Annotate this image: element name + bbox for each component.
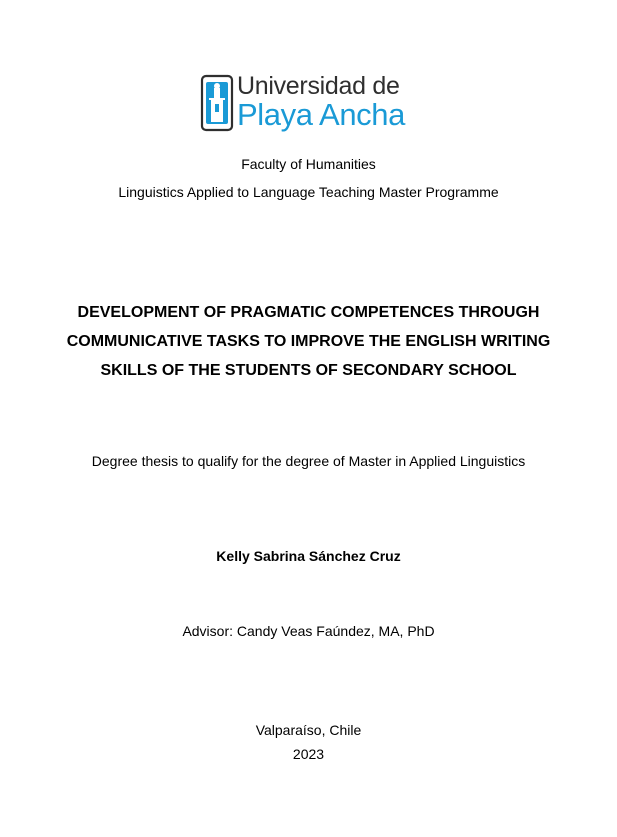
thesis-title-line: SKILLS OF THE STUDENTS OF SECONDARY SCHOOL: [100, 362, 517, 379]
degree-statement: Degree thesis to qualify for the degree of Master in Applied Linguistics: [91, 453, 526, 469]
university-emblem-icon: [200, 74, 234, 132]
programme-name: Linguistics Applied to Language Teaching Master Programme: [118, 184, 499, 200]
advisor-line: Advisor: Candy Veas Faúndez, MA, PhD: [182, 623, 435, 639]
thesis-title-line: DEVELOPMENT OF PRAGMATIC COMPETENCES THROUGH: [77, 304, 540, 321]
year: 2023: [292, 746, 325, 762]
place: Valparaíso, Chile: [255, 722, 362, 738]
thesis-title-line: COMMUNICATIVE TASKS TO IMPROVE THE ENGLISH WRITING: [66, 333, 551, 350]
thesis-title: [0, 298, 617, 385]
university-logo: [200, 70, 425, 138]
logo-text-line1: Universidad de: [237, 72, 400, 100]
logo-text-line2: Playa Ancha: [237, 97, 405, 132]
author-name: Kelly Sabrina Sánchez Cruz: [216, 548, 401, 564]
faculty-name: Faculty of Humanities: [241, 156, 376, 172]
